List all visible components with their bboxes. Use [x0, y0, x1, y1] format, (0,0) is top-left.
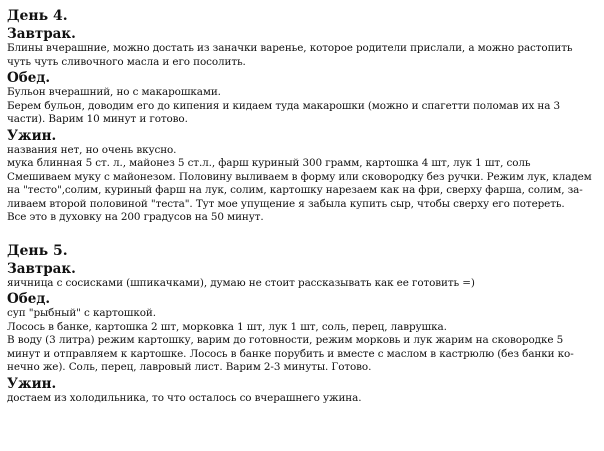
text-line: нечно же). Соль, перец, лавровый лист. Варим 2-3 минуты. Готово. — [7, 361, 372, 373]
meal-heading: Обед. — [7, 70, 51, 86]
day-5-section — [7, 243, 598, 406]
text-line: Бульон вчерашний, но с макарошками. — [7, 86, 221, 98]
text-line: В воду (3 литра) режим картошку, варим до готовности, режим морковь и лук жарим на сковородке 5 — [7, 334, 564, 346]
meal-heading: Завтрак. — [7, 260, 76, 277]
text-line: на "тесто",солим, куриный фарш на лук, солим, картошку нарезаем как на фри, сверху фарша, солим, за- — [7, 184, 583, 196]
text-line: минут и отправляем к картошке. Лосось в банке порубить и вместе с маслом в кастрюлю (без банки ко- — [7, 347, 574, 360]
day-title: День 5. — [7, 242, 68, 259]
text-line: ливаем второй половиной "теста". Тут мое упущение я забыла купить сыр, чтобы сверху его потереть. — [7, 197, 565, 210]
text-line: названия нет, но очень вкусно. — [7, 143, 177, 156]
dinner-section — [7, 376, 598, 406]
text-line: Все это в духовку на 200 градусов на 50 минут. — [7, 211, 264, 223]
lunch-section — [7, 291, 598, 375]
text-line: суп "рыбный" с картошкой. — [7, 307, 156, 319]
text-line: Блины вчерашние, можно достать из заначки варенье, которое родители прислали, а можно растопить — [7, 42, 573, 54]
day-title: День 4. — [7, 8, 68, 24]
text-line: достаем из холодильника, то что осталось со вчерашнего ужина. — [7, 391, 362, 404]
breakfast-section — [7, 26, 598, 69]
text-line: яичница с сосисками (шпикачками), думаю не стоит рассказывать как ее готовить =) — [7, 276, 475, 289]
text-line: чуть чуть сливочного масла и его посолить. — [7, 55, 246, 68]
text-line: части). Варим 10 минут и готово. — [7, 113, 188, 125]
text-line: мука блинная 5 ст. л., майонез 5 ст.л., фарш куриный 300 грамм, картошка 4 шт, лук 1 шт, соль — [7, 157, 531, 169]
meal-heading: Обед. — [7, 291, 51, 307]
text-line: Смешиваем муку с майонезом. Половину выливаем в форму или сковородку без ручки. Режим лук, кладем — [7, 170, 592, 183]
meal-heading: Завтрак. — [7, 26, 76, 42]
breakfast-section — [7, 261, 598, 291]
day-4-section — [7, 8, 598, 225]
text-line: Лосось в банке, картошка 2 шт, морковка 1 шт, лук 1 шт, соль, перец, лаврушка. — [7, 320, 447, 333]
dinner-section — [7, 128, 598, 225]
lunch-section — [7, 70, 598, 127]
section-spacer — [7, 225, 598, 243]
meal-heading: Ужин. — [7, 375, 57, 392]
meal-heading: Ужин. — [7, 127, 57, 144]
text-line: Берем бульон, доводим его до кипения и кидаем туда макарошки (можно и спагетти поломав их на 3 — [7, 99, 561, 112]
